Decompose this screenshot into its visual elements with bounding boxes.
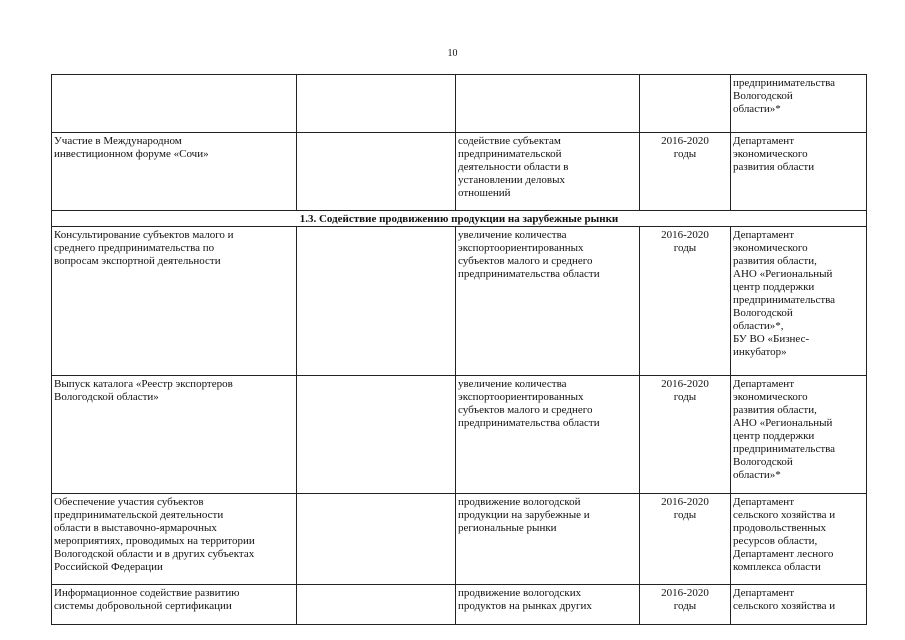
executor-cell: предпринимательства Вологодской области»* [731,75,867,133]
section-title: 1.3. Содействие продвижению продукции на зарубежные рынки [52,211,867,227]
years-cell: 2016-2020 годы [640,227,731,376]
executor-cell: Департамент экономического развития области, АНО «Региональный центр поддержки предпринимательства Вологодской области»*, БУ ВО «Бизнес- инкубатор» [731,227,867,376]
empty-cell [297,376,456,494]
event-cell: Участие в Международном инвестиционном форуме «Сочи» [52,133,297,211]
empty-cell [297,585,456,625]
result-cell: увеличение количества экспортоориентированных субъектов малого и среднего предпринимательства области [456,227,640,376]
years-cell: 2016-2020 годы [640,585,731,625]
empty-cell [297,75,456,133]
table-row [52,227,867,376]
executor-cell: Департамент экономического развития области, АНО «Региональный центр поддержки предпринимательства Вологодской области»* [731,376,867,494]
executor-cell: Департамент экономического развития области [731,133,867,211]
empty-cell [297,227,456,376]
executor-cell: Департамент сельского хозяйства и продовольственных ресурсов области, Департамент лесного комплекса области [731,494,867,585]
result-cell [456,75,640,133]
empty-cell [297,133,456,211]
result-cell: увеличение количества экспортоориентированных субъектов малого и среднего предпринимательства области [456,376,640,494]
table-row [52,75,867,133]
years-cell: 2016-2020 годы [640,494,731,585]
section-header-row [52,211,867,227]
program-activities-table [51,74,867,625]
executor-cell: Департамент сельского хозяйства и [731,585,867,625]
page-number: 10 [447,48,458,59]
empty-cell [297,494,456,585]
event-cell [52,75,297,133]
event-cell: Обеспечение участия субъектов предпринимательской деятельности области в выставочно-ярмарочных мероприятиях, проводимых на территории Вологодской области и в других субъектах Российской Федерации [52,494,297,585]
result-cell: продвижение вологодских продуктов на рынках других [456,585,640,625]
result-cell: продвижение вологодской продукции на зарубежные и региональные рынки [456,494,640,585]
years-cell: 2016-2020 годы [640,133,731,211]
years-cell: 2016-2020 годы [640,376,731,494]
table-row [52,133,867,211]
result-cell: содействие субъектам предпринимательской деятельности области в установлении деловых отношений [456,133,640,211]
years-cell [640,75,731,133]
event-cell: Выпуск каталога «Реестр экспортеров Вологодской области» [52,376,297,494]
table-row [52,585,867,625]
table-row [52,494,867,585]
event-cell: Информационное содействие развитию системы добровольной сертификации [52,585,297,625]
table-row [52,376,867,494]
event-cell: Консультирование субъектов малого и среднего предпринимательства по вопросам экспортной деятельности [52,227,297,376]
